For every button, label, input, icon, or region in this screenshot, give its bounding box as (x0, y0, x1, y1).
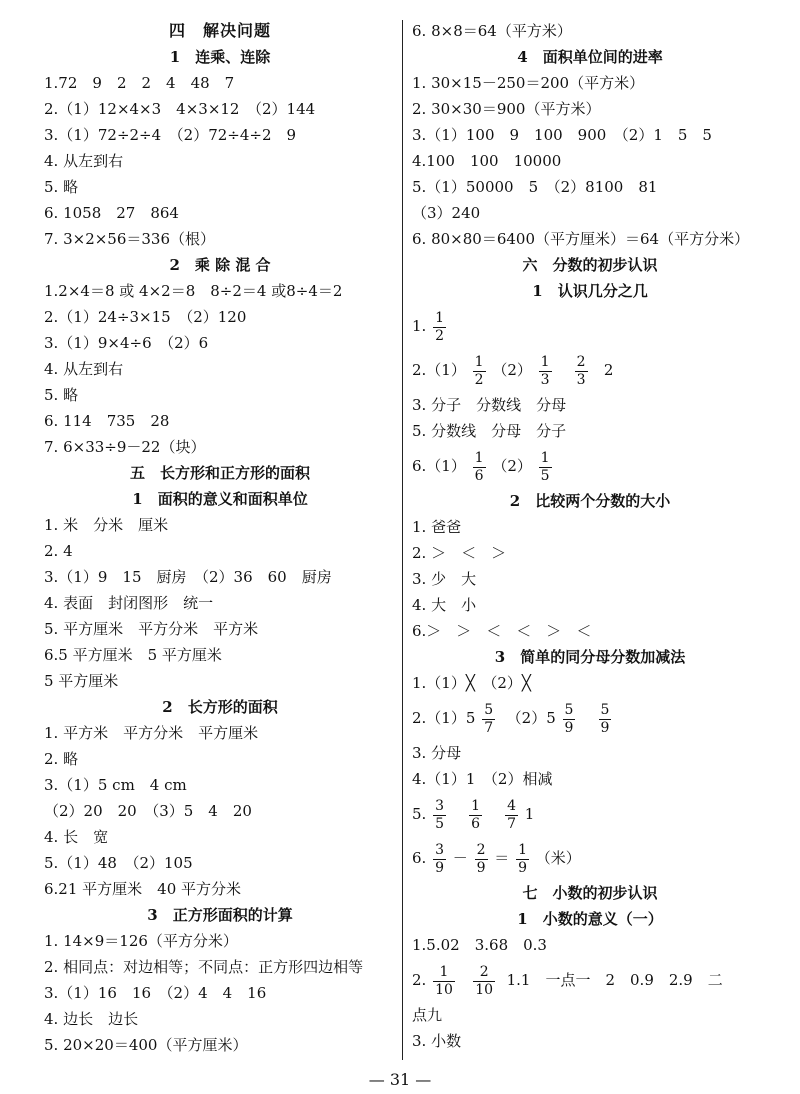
answer-line: 4.100 100 10000 (412, 152, 562, 170)
answer-line: 1. 米 分米 厘米 (44, 516, 169, 534)
answer-line: 6.21 平方厘米 40 平方分米 (44, 880, 242, 898)
answer-line: 5. 20×20＝400（平方厘米） (44, 1036, 248, 1054)
fraction-numerator: 1 (433, 964, 455, 982)
answer-line: 2.（1）12×4×3 4×3×12 （2）144 (44, 100, 316, 118)
section-4-1-title: 1 连乘、连除 (169, 48, 271, 66)
fraction-numerator: 3 (435, 797, 445, 814)
answer-line: 5.（1）50000 5 （2）8100 81 (412, 178, 658, 196)
answer-line: 4. 表面 封闭图形 统一 (44, 594, 214, 612)
answer-line: 7. 6×33÷9－22（块） (44, 438, 206, 456)
answer-line: 3. 小数 (412, 1032, 462, 1050)
answer-label: 2.（1）5 (412, 709, 476, 727)
answer-line: 4. 边长 边长 (44, 1010, 139, 1028)
answer-line: 点九 (412, 1006, 443, 1024)
fraction (482, 702, 495, 737)
answer-line: 3. 分母 (412, 744, 462, 762)
answer-line: 3. 分子 分数线 分母 (412, 396, 567, 414)
fraction-numerator: 5 (484, 701, 494, 718)
fraction (516, 842, 529, 877)
fraction (469, 798, 482, 833)
fraction (539, 354, 552, 389)
answer-text: 1.1 一点一 2 0.9 2.9 二 (506, 971, 723, 989)
fraction-numerator: 4 (507, 797, 517, 814)
section-5-2-title: 2 长方形的面积 (162, 698, 278, 716)
fraction-numerator: 1 (474, 449, 484, 466)
fraction-numerator: 1 (435, 309, 445, 326)
answer-text: （米） (535, 849, 581, 867)
answer-line: 3.（1）16 16 （2）4 4 16 (44, 984, 267, 1002)
answer-line: 3.（1）9×4÷6 （2）6 (44, 334, 209, 352)
operator: ＝ (494, 849, 510, 867)
fraction-numerator: 1 (518, 841, 528, 858)
section-5-3-title: 3 正方形面积的计算 (147, 906, 293, 924)
fraction (433, 964, 455, 999)
answer-line: 2. 30×30＝900（平方米） (412, 100, 601, 118)
section-6-title: 六 分数的初步认识 (522, 256, 658, 274)
answer-line: 6.5 平方厘米 5 平方厘米 (44, 646, 222, 664)
fraction-denominator: 7 (484, 719, 494, 736)
fraction (473, 450, 486, 485)
answer-line: （2）20 20 （3）5 4 20 (44, 802, 252, 820)
section-5-title: 五 长方形和正方形的面积 (129, 464, 310, 482)
fraction-denominator: 2 (474, 371, 484, 388)
fraction-denominator: 10 (475, 981, 494, 998)
fraction-numerator: 5 (564, 701, 574, 718)
answer-line: 1.（1）╳ （2）╳ (412, 674, 531, 692)
answer-line: 3.（1）72÷2÷4 （2）72÷4÷2 9 (44, 126, 297, 144)
fraction (575, 354, 588, 389)
fraction (433, 842, 446, 877)
fraction-answer-line (412, 348, 768, 392)
answer-text: 2 (603, 361, 614, 379)
answer-label: 2. (412, 971, 427, 989)
fraction-answer-line (412, 304, 768, 348)
fraction-denominator: 9 (518, 859, 528, 876)
fraction-numerator: 5 (600, 701, 610, 718)
fraction-numerator: 3 (435, 841, 445, 858)
fraction-denominator: 2 (435, 327, 445, 344)
answer-line: 4. 从左到右 (44, 360, 124, 378)
answer-line: 6.＞ ＞ ＜ ＜ ＞ ＜ (412, 622, 592, 640)
answer-line: 4. 大 小 (412, 596, 477, 614)
fraction-denominator: 6 (471, 815, 481, 832)
fraction-numerator: 1 (471, 797, 481, 814)
answer-line: 1.2×4＝8 或 4×2＝8 8÷2＝4 或8÷4＝2 (44, 282, 343, 300)
answer-line: 5 平方厘米 (44, 672, 119, 690)
answer-line: 4. 长 宽 (44, 828, 109, 846)
section-5-4-title: 4 面积单位间的进率 (517, 48, 663, 66)
fraction-answer-line (412, 958, 768, 1002)
answer-line: 5. 略 (44, 178, 79, 196)
answer-line: 1.72 9 2 2 4 48 7 (44, 74, 235, 92)
answer-line: 5. 分数线 分母 分子 (412, 422, 567, 440)
fraction-numerator: 1 (540, 353, 550, 370)
answer-text: （2）5 (506, 709, 556, 727)
answer-line: 5. 平方厘米 平方分米 平方米 (44, 620, 259, 638)
fraction-denominator: 9 (564, 719, 574, 736)
section-4-2-title: 2 乘 除 混 合 (169, 256, 271, 274)
answer-line: 1. 14×9＝126（平方分米） (44, 932, 238, 950)
fraction-denominator: 9 (476, 859, 486, 876)
answer-line: 3. 少 大 (412, 570, 477, 588)
fraction (473, 354, 486, 389)
answer-line: 3.（1）5 cm 4 cm (44, 776, 187, 794)
fraction-denominator: 9 (600, 719, 610, 736)
answer-line: 5. 略 (44, 386, 79, 404)
answer-line: 2.（1）24÷3×15 （2）120 (44, 308, 247, 326)
answer-line: （3）240 (412, 204, 481, 222)
answer-line: 5.（1）48 （2）105 (44, 854, 193, 872)
fraction (475, 842, 488, 877)
section-6-3-title: 3 简单的同分母分数加减法 (494, 648, 686, 666)
answer-line: 4.（1）1 （2）相减 (412, 770, 553, 788)
answer-line: 2. ＞ ＜ ＞ (412, 544, 507, 562)
fraction (473, 964, 495, 999)
operator: － (452, 849, 468, 867)
column-divider (402, 20, 403, 1060)
answer-line: 6. 1058 27 864 (44, 204, 179, 222)
answer-line: 7. 3×2×56＝336（根） (44, 230, 216, 248)
answer-line: 6. 8×8＝64（平方米） (412, 22, 572, 40)
answer-line: 3.（1）100 9 100 900 （2）1 5 5 (412, 126, 712, 144)
fraction-answer-line (412, 836, 768, 880)
fraction (433, 310, 446, 345)
answer-text: 1 (524, 805, 535, 823)
fraction-answer-line (412, 444, 768, 488)
answer-label: 2.（1） (412, 361, 466, 379)
fraction-denominator: 7 (507, 815, 517, 832)
fraction-denominator: 3 (540, 371, 550, 388)
fraction-numerator: 2 (476, 841, 486, 858)
section-6-2-title: 2 比较两个分数的大小 (509, 492, 671, 510)
right-column (412, 18, 768, 1054)
fraction-answer-line (412, 792, 768, 836)
answer-line: 1. 30×15－250＝200（平方米） (412, 74, 645, 92)
fraction (505, 798, 518, 833)
fraction-denominator: 5 (540, 467, 550, 484)
section-5-1-title: 1 面积的意义和面积单位 (132, 490, 308, 508)
answer-line: 1. 爸爸 (412, 518, 462, 536)
answer-label: 1. (412, 317, 427, 335)
answer-line: 6. 80×80＝6400（平方厘米）＝64（平方分米） (412, 230, 750, 248)
section-7-1-title: 1 小数的意义（一） (517, 910, 663, 928)
fraction-denominator: 3 (576, 371, 586, 388)
fraction (563, 702, 576, 737)
answer-label: 6.（1） (412, 457, 466, 475)
answer-line: 3.（1）9 15 厨房 （2）36 60 厨房 (44, 568, 332, 586)
fraction (599, 702, 612, 737)
answer-line: 4. 从左到右 (44, 152, 124, 170)
answer-line: 6. 114 735 28 (44, 412, 170, 430)
fraction-denominator: 5 (435, 815, 445, 832)
answer-line: 1. 平方米 平方分米 平方厘米 (44, 724, 259, 742)
fraction-numerator: 1 (474, 353, 484, 370)
fraction-denominator: 9 (435, 859, 445, 876)
fraction-denominator: 6 (474, 467, 484, 484)
section-4-title: 四 解决问题 (168, 21, 271, 40)
fraction-denominator: 10 (435, 981, 453, 998)
answer-label: 6. (412, 849, 427, 867)
left-column (44, 18, 396, 1058)
answer-line: 2. 相同点：对边相等；不同点：正方形四边相等 (44, 958, 364, 976)
section-7-title: 七 小数的初步认识 (522, 884, 658, 902)
fraction-answer-line (412, 696, 768, 740)
answer-text: （2） (492, 457, 532, 475)
fraction (433, 798, 446, 833)
fraction-numerator: 1 (540, 449, 550, 466)
answer-line: 2. 略 (44, 750, 79, 768)
fraction-numerator: 2 (473, 964, 495, 982)
answer-line: 2. 4 (44, 542, 73, 560)
fraction-numerator: 2 (576, 353, 586, 370)
section-6-1-title: 1 认识几分之几 (532, 282, 648, 300)
fraction (539, 450, 552, 485)
answer-label: 5. (412, 805, 427, 823)
answer-line: 1.5.02 3.68 0.3 (412, 936, 547, 954)
page-number: — 31 — (368, 1070, 432, 1089)
answer-text: （2） (492, 361, 532, 379)
